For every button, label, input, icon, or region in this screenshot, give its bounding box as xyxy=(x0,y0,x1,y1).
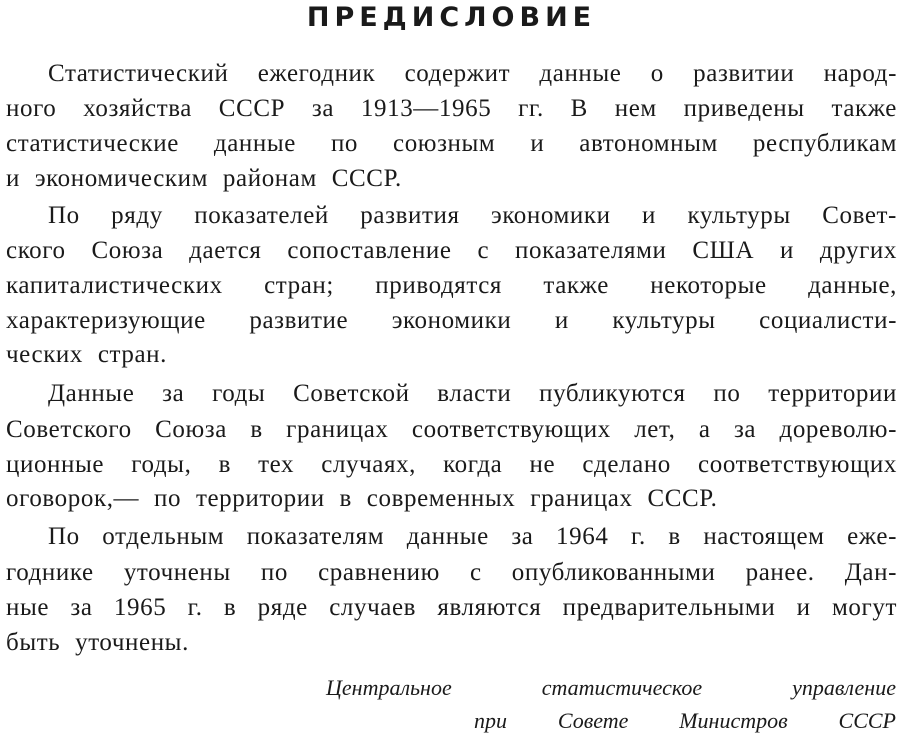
paragraph-3-line-1: Данные за годы Советской власти публикуются по территории xyxy=(48,380,897,407)
page-title: ПРЕДИСЛОВИЕ xyxy=(306,2,597,33)
paragraph-1-line-3: статистические данные по союзным и автономным республикам xyxy=(6,130,897,157)
paragraph-2-line-2: ского Союза дается сопоставление с показателями США и других xyxy=(6,237,897,264)
paragraph-2-line-3: капиталистических стран; приводятся также некоторые данные, xyxy=(6,272,897,299)
paragraph-3-line-2: Советского Союза в границах соответствующих лет, а за дореволю- xyxy=(6,416,897,443)
paragraph-4-line-2: годнике уточнены по сравнению с опубликованными ранее. Дан- xyxy=(6,559,897,586)
paragraph-4-line-1: По отдельным показателям данные за 1964 г. в настоящем еже- xyxy=(48,523,897,550)
paragraph-2-line-5: ческих стран. xyxy=(6,341,168,368)
signature-line-1: Центральное статистическое управление xyxy=(326,675,896,700)
paragraph-1-line-1: Статистический ежегодник содержит данные о развитии народ- xyxy=(48,60,897,87)
paragraph-2-line-1: По ряду показателей развития экономики и культуры Совет- xyxy=(48,202,897,229)
paragraph-4-line-4: быть уточнены. xyxy=(6,629,189,656)
paragraph-2-line-4: характеризующие развитие экономики и культуры социалисти- xyxy=(6,307,897,334)
paragraph-3-line-4: оговорок,— по территории в современных границах СССР. xyxy=(6,485,718,512)
paragraph-3-line-3: ционные годы, в тех случаях, когда не сделано соответствующих xyxy=(6,451,897,478)
paragraph-1-line-2: ного хозяйства СССР за 1913—1965 гг. В нем приведены также xyxy=(6,95,897,122)
paragraph-1-line-4: и экономическим районам СССР. xyxy=(6,165,402,192)
paragraph-4-line-3: ные за 1965 г. в ряде случаев являются предварительными и могут xyxy=(6,594,897,621)
signature-line-2: при Совете Министров СССР xyxy=(474,708,896,733)
